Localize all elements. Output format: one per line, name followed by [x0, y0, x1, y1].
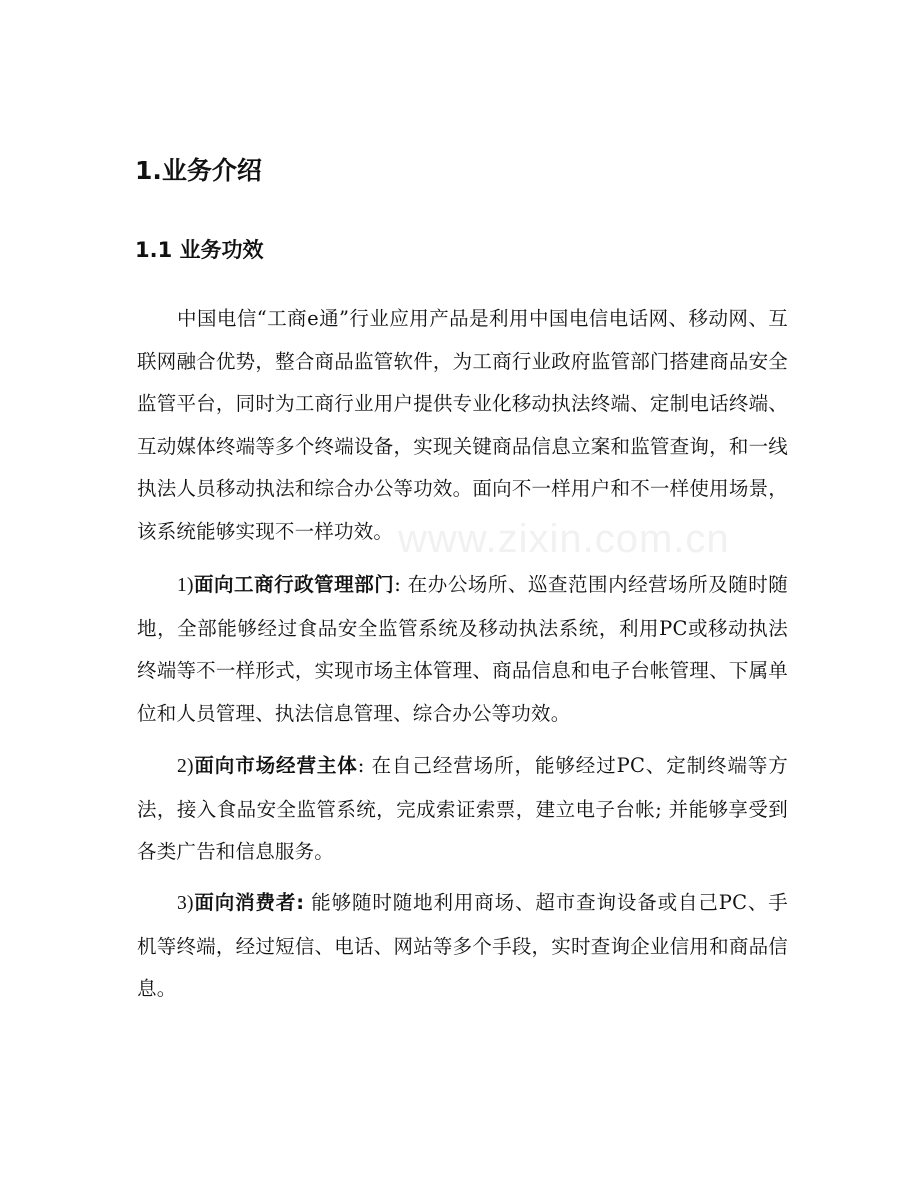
item-text: 能够随时随地利用商场、超市查询设备或自己PC、手机等终端，经过短信、电话、网站等多个手段，实时查询企业信用和商品信息。	[137, 891, 788, 1000]
item-lead: 面向市场经营主体	[193, 754, 358, 777]
list-item	[137, 745, 788, 874]
item-lead: 面向消费者:	[193, 891, 305, 914]
item-text: : 在办公场所、巡查范围内经营场所及随时随地，全部能够经过食品安全监管系统及移动执法系统，利用PC或移动执法终端等不一样形式，实现市场主体管理、商品信息和电子台帐管理、下属单位和人员管理、执法信息管理、综合办公等功效。	[137, 573, 788, 725]
subsection-heading: 1.1 业务功效	[135, 238, 264, 262]
list-item	[137, 564, 788, 735]
item-number: 3)	[177, 893, 194, 914]
item-number: 1)	[177, 575, 194, 596]
item-number: 2)	[177, 756, 194, 777]
section-heading: 1.业务介绍	[135, 156, 262, 185]
item-text: : 在自己经营场所，能够经过PC、定制终端等方法，接入食品安全监管系统，完成索证索票，建立电子台帐; 并能够享受到各类广告和信息服务。	[137, 754, 788, 863]
watermark: www.zixin.com.cn	[398, 517, 730, 561]
list-item	[137, 882, 788, 1011]
item-lead: 面向工商行政管理部门	[193, 573, 395, 596]
intro-paragraph: 中国电信“工商e通”行业应用产品是利用中国电信电话网、移动网、互联网融合优势，整合商品监管软件，为工商行业政府监管部门搭建商品安全监管平台，同时为工商行业用户提供专业化移动执法终端、定制电话终端、互动媒体终端等多个终端设备，实现关键商品信息立案和监管查询，和一线执法人员移动执法和综合办公等功效。面向不一样用户和不一样使用场景，该系统能够实现不一样功效。	[137, 307, 788, 543]
